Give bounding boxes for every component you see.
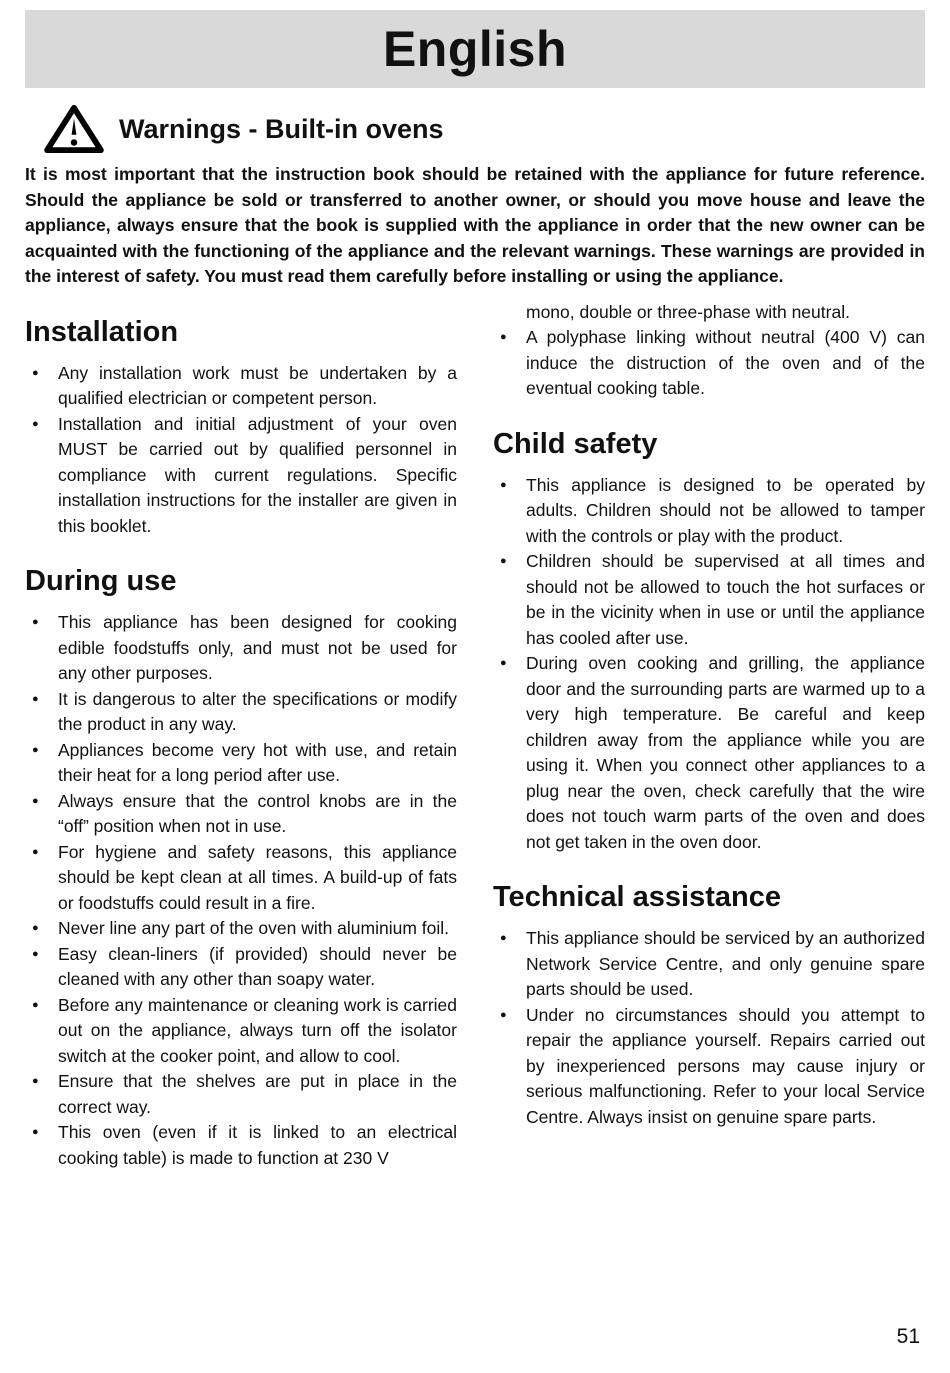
bullet-icon: ●	[32, 616, 39, 628]
bullet-list	[25, 610, 457, 1171]
section-child-safety	[493, 428, 925, 856]
section-title: Installation	[25, 315, 179, 348]
bullet-icon: ●	[32, 998, 39, 1011]
list-item	[25, 687, 457, 738]
bullet-list	[25, 361, 457, 540]
bullet-text: Never line any part of the oven with aluminium foil.	[58, 918, 450, 938]
bullet-text: Appliances become very hot with use, and retain their heat for a long period after use.	[58, 739, 457, 785]
bullet-list	[493, 926, 925, 1130]
list-item	[493, 473, 925, 550]
bullet-icon: ●	[500, 478, 507, 491]
section-technical-assistance	[493, 881, 925, 1130]
bullet-text: This appliance should be serviced by an authorized Network Service Centre, and only genuine spare parts should be used.	[526, 928, 925, 999]
bullet-text: Installation and initial adjustment of your oven MUST be carried out by qualified personnel in compliance with current regulations. Specific installation instructions for the installer are given in this booklet.	[58, 413, 457, 536]
bullet-icon: ●	[32, 417, 39, 430]
list-item	[493, 1003, 925, 1131]
bullet-icon: ●	[32, 947, 39, 960]
bullet-icon: ●	[32, 743, 39, 756]
section-during-use	[25, 565, 457, 1171]
bullet-icon: ●	[32, 366, 39, 379]
list-item	[25, 942, 457, 993]
bullet-icon: ●	[500, 331, 507, 343]
bullet-text: Any installation work must be undertaken by a qualified electrician or competent person.	[58, 362, 457, 408]
bullet-text: During oven cooking and grilling, the appliance door and the surrounding parts are warmed up to a very high temperature. Be careful and keep children away from the appliance while you are using it. When you connect other appliances to a plug near the oven, check carefully that the wire does not touch warm parts of the oven and does not get taken in the oven door.	[526, 653, 925, 852]
list-item	[493, 926, 925, 1003]
bullet-icon: ●	[500, 657, 507, 669]
header-banner	[25, 10, 925, 88]
list-item	[493, 325, 925, 402]
bullet-icon: ●	[32, 922, 39, 934]
bullet-list	[493, 473, 925, 856]
bullet-text: This oven (even if it is linked to an electrical cooking table) is made to function at 230 V	[58, 1122, 457, 1168]
section-installation	[25, 316, 457, 540]
list-item	[493, 651, 925, 855]
bullet-text: Children should be supervised at all times and should not be allowed to touch the hot surfaces or be in the vicinity when in use or until the appliance has cooled after use.	[526, 551, 925, 648]
page-title: English	[382, 21, 568, 77]
bullet-text: It is dangerous to alter the specifications or modify the product in any way.	[58, 688, 457, 734]
bullet-text: For hygiene and safety reasons, this appliance should be kept clean at all times. A build-up of fats or foodstuffs could result in a fire.	[58, 841, 457, 913]
warning-triangle-icon	[43, 104, 105, 154]
bullet-text: This appliance has been designed for cooking edible foodstuffs only, and must not be used for any other purposes.	[58, 612, 457, 683]
page-number: 51	[896, 1325, 920, 1348]
bullet-icon: ●	[500, 932, 507, 944]
bullet-icon: ●	[32, 1126, 39, 1138]
bullet-text: Easy clean-liners (if provided) should never be cleaned with any other than soapy water.	[58, 943, 457, 989]
list-item	[25, 738, 457, 789]
bullet-text: A polyphase linking without neutral (400 V) can induce the distruction of the oven and of the eventual cooking table.	[526, 327, 925, 398]
list-item	[25, 1120, 457, 1171]
bullet-icon: ●	[32, 1075, 39, 1087]
list-item	[493, 549, 925, 651]
bullet-icon: ●	[500, 555, 507, 567]
section-title: Child safety	[493, 427, 658, 460]
bullet-list	[493, 325, 925, 402]
list-item	[25, 789, 457, 840]
section-title: Technical assistance	[493, 881, 782, 913]
bullet-icon: ●	[32, 845, 39, 858]
column-right	[493, 300, 925, 1172]
bullet-text: Always ensure that the control knobs are in the “off” position when not in use.	[58, 790, 457, 836]
list-item	[25, 993, 457, 1070]
bullet-icon: ●	[32, 692, 39, 705]
list-item	[25, 412, 457, 540]
intro-paragraph: It is most important that the instruction book should be retained with the appliance for future reference. Should the appliance be sold or transferred to another owner, or should you move house and leave the appliance, always ensure that the book is supplied with the appliance in order that the new owner can be acquainted with the functioning of the appliance and the relevant warnings. These warnings are provided in the interest of safety. You must read them carefully before installing or using the appliance.	[25, 164, 925, 286]
list-item	[25, 916, 457, 942]
section-title: During use	[25, 565, 177, 597]
list-item	[25, 610, 457, 687]
bullet-icon: ●	[32, 794, 39, 807]
bullet-text: Ensure that the shelves are put in place in the correct way.	[58, 1071, 457, 1117]
bullet-text: This appliance is designed to be operated by adults. Children should not be allowed to tamper with the controls or play with the product.	[526, 474, 925, 546]
list-item	[25, 840, 457, 917]
bullet-text: Under no circumstances should you attempt to repair the appliance yourself. Repairs carried out by inexperienced persons may cause injury or serious malfunctioning. Refer to your local Service Centre. Always insist on genuine spare parts.	[526, 1004, 925, 1127]
warning-row	[43, 104, 925, 154]
column-left	[25, 300, 457, 1172]
bullet-icon: ●	[500, 1008, 507, 1021]
warning-heading: Warnings - Built-in ovens	[119, 113, 444, 144]
content-columns	[25, 300, 925, 1172]
continuation-text: mono, double or three-phase with neutral.	[526, 301, 850, 322]
list-item	[25, 1069, 457, 1120]
list-item	[25, 361, 457, 412]
bullet-text: Before any maintenance or cleaning work is carried out on the appliance, always turn off the isolator switch at the cooker point, and allow to cool.	[58, 994, 457, 1066]
